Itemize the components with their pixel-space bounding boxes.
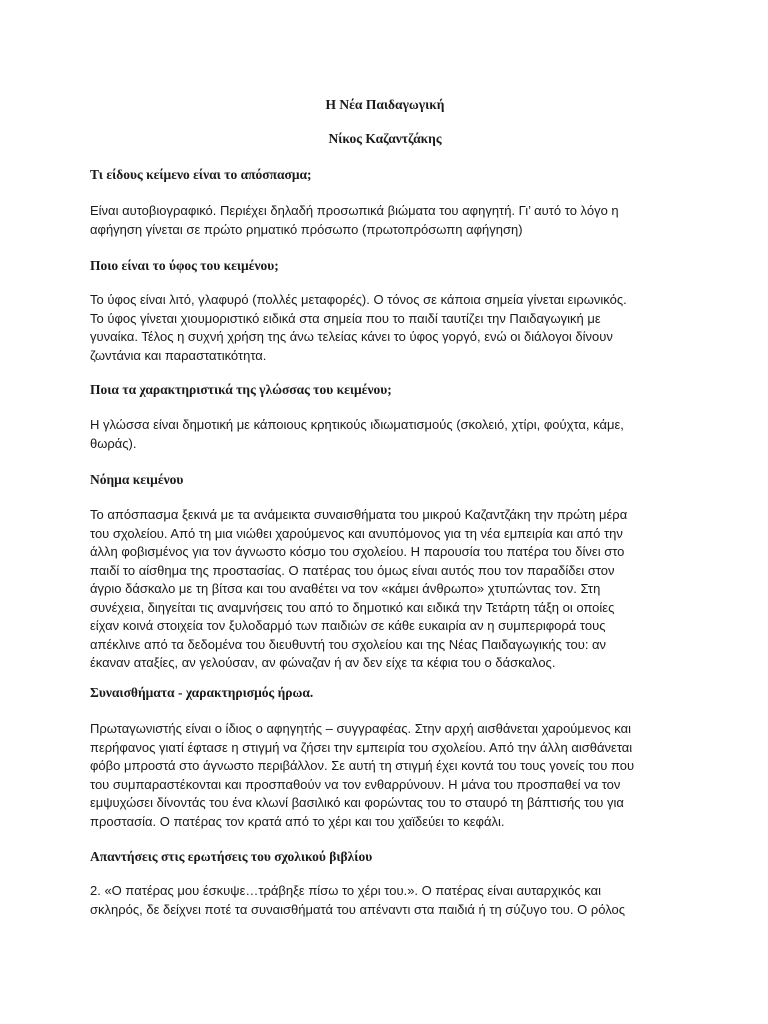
paragraph-line: φόβο μπροστά στο άγνωστο περιβάλλον. Σε αυτή τη στιγμή έχει κοντά του τους γονείς του που xyxy=(90,758,635,773)
paragraph-line: έκαναν αταξίες, αν γελούσαν, αν φώναζαν ή αν δεν είχε τα κέφια του ο δάσκαλος. xyxy=(90,655,556,670)
paragraph-line: συνέχεια, διηγείται τις αναμνήσεις του από το δημοτικό και ειδικά την Τετάρτη τάξη οι οποίες xyxy=(90,599,615,615)
paragraph-line: παιδί το αίσθημα της προστασίας. Ο πατέρας του όμως είναι αυτός που τον παραδίδει στον xyxy=(90,562,615,578)
paragraph-line: περήφανος γιατί έφτασε η στιγμή να ζήσει την εμπειρία του σχολείου. Από την άλλη αισθάνεται xyxy=(90,739,633,755)
section-heading-answers: Απαντήσεις στις ερωτήσεις του σχολικού βιβλίου xyxy=(90,849,373,864)
paragraph-line: Η γλώσσα είναι δημοτική με κάποιους κρητικούς ιδιωματισμούς (σκολειό, χτίρι, φούχτα, κάμε, xyxy=(90,417,624,432)
paragraph-line: εμψυχώσει δίνοντάς του ένα κλωνί βασιλικό και φορώντας του το σταυρό τη βάπτισής του για xyxy=(90,795,624,810)
section-paragraph-meaning xyxy=(90,506,680,673)
paragraph-line: άγριο δάσκαλο με τη βίτσα και του αναθέτει να τον «κάμει άνθρωπο» χτυπώντας τον. Στη xyxy=(90,581,601,596)
section-paragraph-style xyxy=(90,291,680,365)
paragraph-line: Το ύφος είναι λιτό, γλαφυρό (πολλές μεταφορές). Ο τόνος σε κάποια σημεία γίνεται ειρωνικός. xyxy=(90,292,627,307)
paragraph-line: Είναι αυτοβιογραφικό. Περιέχει δηλαδή προσωπικά βιώματα του αφηγητή. Γι’ αυτό το λόγο η xyxy=(90,203,619,218)
paragraph-line: του σχολείου. Από τη μια νιώθει χαρούμενος και ανυπόμονος για τη νέα εμπειρία και από την xyxy=(90,525,623,541)
section-paragraph-text-type xyxy=(90,202,680,239)
paragraph-line: Το απόσπασμα ξεκινά με τα ανάμεικτα συναισθήματα του μικρού Καζαντζάκη την πρώτη μέρα xyxy=(90,507,628,522)
paragraph-line: αφήγηση γίνεται σε πρώτο ρηματικό πρόσωπο (πρωτοπρόσωπη αφήγηση) xyxy=(90,221,523,237)
document-title: Η Νέα Παιδαγωγική xyxy=(325,97,445,112)
section-heading-feelings: Συναισθήματα - χαρακτηρισμός ήρωα. xyxy=(90,685,314,700)
section-heading-text-type: Τι είδους κείμενο είναι το απόσπασμα; xyxy=(90,167,312,182)
paragraph-line: απέκλινε από τα δεδομένα του διευθυντή του σχολείου και της Νέας Παιδαγωγικής του: αν xyxy=(90,636,607,652)
section-paragraph-answers xyxy=(90,882,680,919)
section-heading-meaning: Νόημα κειμένου xyxy=(90,472,184,487)
paragraph-line: 2. «Ο πατέρας μου έσκυψε…τράβηξε πίσω το χέρι του.». Ο πατέρας είναι αυταρχικός και xyxy=(90,883,601,898)
section-heading-language: Ποια τα χαρακτηριστικά της γλώσσας του κειμένου; xyxy=(90,382,392,397)
section-paragraph-feelings xyxy=(90,720,680,831)
section-paragraph-language xyxy=(90,416,680,453)
paragraph-line: προστασία. Ο πατέρας τον κρατά από το χέρι και του χαϊδεύει το κεφάλι. xyxy=(90,813,505,829)
section-heading-style: Ποιο είναι το ύφος του κειμένου; xyxy=(90,258,279,273)
document-page xyxy=(90,0,680,1024)
paragraph-line: του συμπαραστέκονται και προσπαθούν να τον ενθαρρύνουν. Η μάνα του προσπαθεί να τον xyxy=(90,776,621,792)
paragraph-line: ζωντάνια και παραστατικότητα. xyxy=(90,347,267,363)
paragraph-line: είχαν κοινά στοιχεία τον ξυλοδαρμό των παιδιών σε κάθε ευκαιρία αν η συμπεριφορά τους xyxy=(90,618,606,633)
document-author: Νίκος Καζαντζάκης xyxy=(328,131,442,146)
paragraph-line: άλλη φοβισμένος για τον άγνωστο κόσμο του σχολείου. Η παρουσία του πατέρα του δίνει στο xyxy=(90,544,625,559)
paragraph-line: Πρωταγωνιστής είναι ο ίδιος ο αφηγητής – συγγραφέας. Στην αρχή αισθάνεται χαρούμενος και xyxy=(90,721,632,736)
paragraph-line: θωράς). xyxy=(90,435,137,451)
paragraph-line: σκληρός, δε δείχνει ποτέ τα συναισθήματά του απέναντι στα παιδιά ή τη σύζυγο του. Ο ρόλος xyxy=(90,901,626,917)
paragraph-line: Το ύφος γίνεται χιουμοριστικό ειδικά στα σημεία που το παιδί ταυτίζει την Παιδαγωγική με xyxy=(90,310,601,326)
paragraph-line: γυναίκα. Τέλος η συχνή χρήση της άνω τελείας κάνει το ύφος γοργό, ενώ οι διάλογοι δίνουν xyxy=(90,329,613,344)
